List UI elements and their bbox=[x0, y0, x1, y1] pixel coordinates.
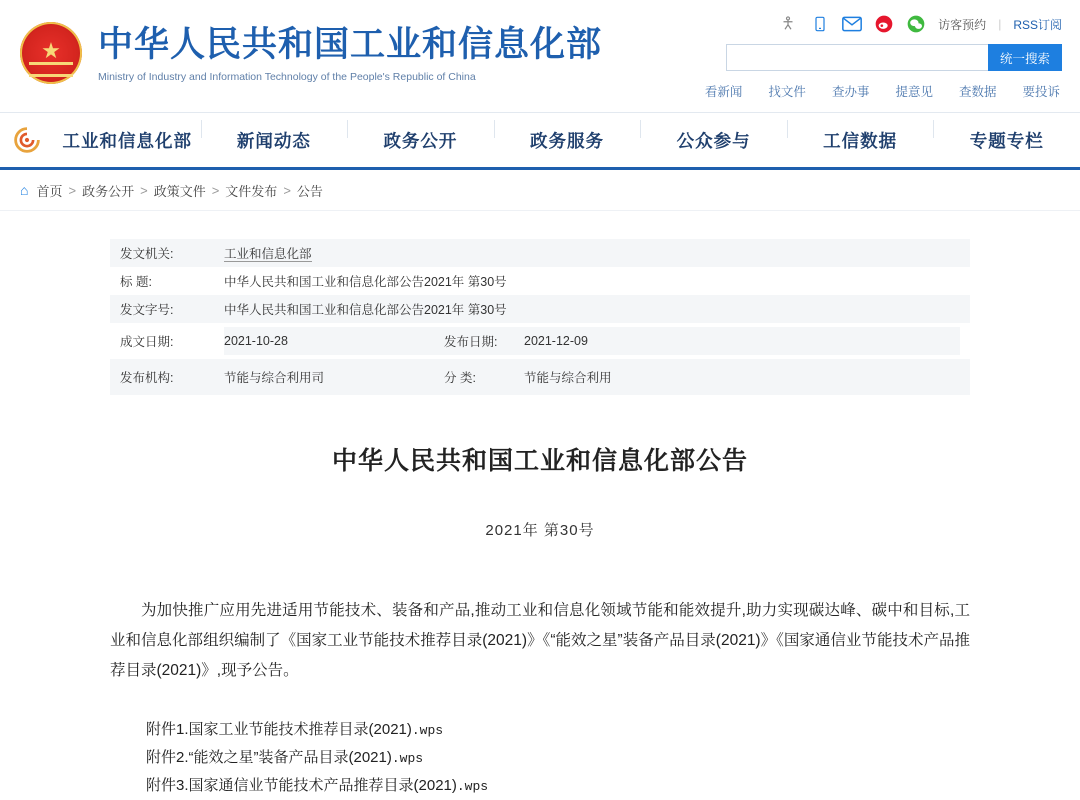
attachment-name: 附件2.“能效之星”装备产品目录(2021) bbox=[146, 749, 392, 766]
site-home-icon[interactable] bbox=[0, 126, 54, 154]
meta-label-document-number: 发文字号: bbox=[120, 303, 174, 317]
rss-subscribe-link[interactable]: RSS订阅 bbox=[1013, 17, 1062, 32]
breadcrumb-item-document-release[interactable]: 文件发布 bbox=[225, 183, 278, 199]
breadcrumb bbox=[0, 170, 1080, 211]
breadcrumb-item-home[interactable]: 首页 bbox=[36, 183, 63, 199]
list-item[interactable] bbox=[146, 744, 970, 772]
table-row bbox=[110, 239, 970, 267]
meta-value-publishing-org bbox=[214, 359, 970, 395]
nav-item-ministry[interactable]: 工业和信息化部 bbox=[62, 130, 193, 151]
document-meta-table bbox=[110, 239, 970, 395]
table-row bbox=[110, 323, 970, 359]
nav-item-special-topics[interactable]: 专题专栏 bbox=[933, 128, 1080, 153]
document-container bbox=[110, 239, 970, 800]
attachment-name: 附件1.国家工业节能技术推荐目录(2021) bbox=[146, 721, 412, 738]
meta-value-document-number: 中华人民共和国工业和信息化部公告2021年 第30号 bbox=[224, 303, 507, 317]
home-icon: ⌂ bbox=[20, 182, 29, 198]
nav-item-government-disclosure[interactable]: 政务公开 bbox=[347, 128, 494, 153]
table-row bbox=[110, 295, 970, 323]
attachment-list bbox=[110, 716, 970, 800]
attachment-extension: .wps bbox=[391, 751, 424, 766]
utility-separator: | bbox=[998, 17, 1002, 31]
nav-item-public-participation[interactable]: 公众参与 bbox=[640, 128, 787, 153]
site-title-block bbox=[98, 23, 602, 83]
meta-label-issuing-agency: 发文机关: bbox=[120, 247, 174, 261]
search-button[interactable]: 统一搜索 bbox=[988, 44, 1062, 71]
meta-value-drafted-date bbox=[214, 323, 970, 359]
site-header bbox=[0, 0, 1080, 112]
list-item[interactable] bbox=[146, 772, 970, 800]
quick-link-data[interactable]: 查数据 bbox=[958, 85, 997, 99]
list-item[interactable] bbox=[146, 716, 970, 744]
nav-item-news[interactable]: 新闻动态 bbox=[201, 128, 348, 153]
breadcrumb-separator: > bbox=[68, 182, 77, 198]
search-area bbox=[726, 44, 1062, 71]
quick-links bbox=[705, 82, 1060, 100]
site-title: 中华人民共和国工业和信息化部 bbox=[98, 25, 603, 65]
nav-item-industry-data[interactable]: 工信数据 bbox=[787, 128, 934, 153]
header-utility-bar bbox=[778, 14, 1062, 34]
attachment-extension: .wps bbox=[456, 779, 489, 794]
meta-value-title: 中华人民共和国工业和信息化部公告2021年 第30号 bbox=[224, 275, 507, 289]
meta-label-title: 标 题: bbox=[120, 275, 152, 289]
category-value: 节能与综合利用 bbox=[524, 371, 612, 385]
quick-link-news[interactable]: 看新闻 bbox=[704, 85, 743, 99]
quick-link-documents[interactable]: 找文件 bbox=[768, 85, 806, 99]
meta-value-issuing-agency bbox=[214, 239, 970, 267]
publish-date-value: 2021-12-09 bbox=[524, 334, 588, 348]
breadcrumb-separator: > bbox=[283, 182, 291, 198]
breadcrumb-separator: > bbox=[140, 182, 148, 198]
meta-label-drafted-date: 成文日期: bbox=[120, 335, 174, 349]
quick-link-feedback[interactable]: 提意见 bbox=[895, 85, 933, 99]
issuing-agency-link[interactable]: 工业和信息化部 bbox=[224, 247, 312, 261]
visitor-appointment-link[interactable]: 访客预约 bbox=[938, 17, 987, 32]
site-logo-area[interactable] bbox=[20, 22, 602, 84]
search-input[interactable] bbox=[726, 44, 988, 71]
table-row bbox=[110, 267, 970, 295]
breadcrumb-separator: > bbox=[211, 182, 220, 198]
main-navigation bbox=[0, 112, 1080, 170]
weibo-icon[interactable] bbox=[874, 14, 894, 34]
quick-link-services[interactable]: 查办事 bbox=[831, 85, 870, 99]
table-row bbox=[110, 359, 970, 395]
document-paragraph: 为加快推广应用先进适用节能技术、装备和产品,推动工业和信息化领域节能和能效提升,助力实现碳达峰、碳中和目标,工业和信息化部组织编制了《国家工业节能技术推荐目录(2021)》《“能效之星”装备产品目录(2021)》《国家通信业节能技术产品推荐目录(2021)》,现予公告。 bbox=[110, 602, 970, 679]
national-emblem-icon bbox=[20, 22, 82, 84]
document-number: 2021年 第30号 bbox=[485, 522, 595, 539]
page-title: 中华人民共和国工业和信息化部公告 bbox=[331, 448, 748, 475]
breadcrumb-item-disclosure[interactable]: 政务公开 bbox=[82, 183, 135, 199]
nav-item-government-services[interactable]: 政务服务 bbox=[494, 128, 641, 153]
breadcrumb-item-announcement[interactable]: 公告 bbox=[296, 183, 323, 199]
attachment-name: 附件3.国家通信业节能技术产品推荐目录(2021) bbox=[146, 777, 457, 794]
wechat-icon[interactable] bbox=[906, 14, 926, 34]
drafted-date-value: 2021-10-28 bbox=[224, 334, 288, 348]
mail-icon[interactable] bbox=[842, 14, 862, 34]
accessibility-icon[interactable] bbox=[778, 14, 798, 34]
meta-label-publish-date: 发布日期: bbox=[444, 335, 498, 349]
attachment-extension: .wps bbox=[411, 723, 444, 738]
quick-link-complaint[interactable]: 要投诉 bbox=[1022, 85, 1060, 99]
nav-items bbox=[54, 128, 1080, 153]
meta-label-category: 分 类: bbox=[444, 371, 476, 385]
mobile-icon[interactable] bbox=[810, 14, 830, 34]
site-subtitle: Ministry of Industry and Information Technology of the People's Republic of China bbox=[98, 70, 476, 83]
publishing-org-value: 节能与综合利用司 bbox=[224, 371, 325, 385]
meta-label-publishing-org: 发布机构: bbox=[120, 371, 174, 385]
breadcrumb-item-policy-documents[interactable]: 政策文件 bbox=[153, 183, 206, 199]
